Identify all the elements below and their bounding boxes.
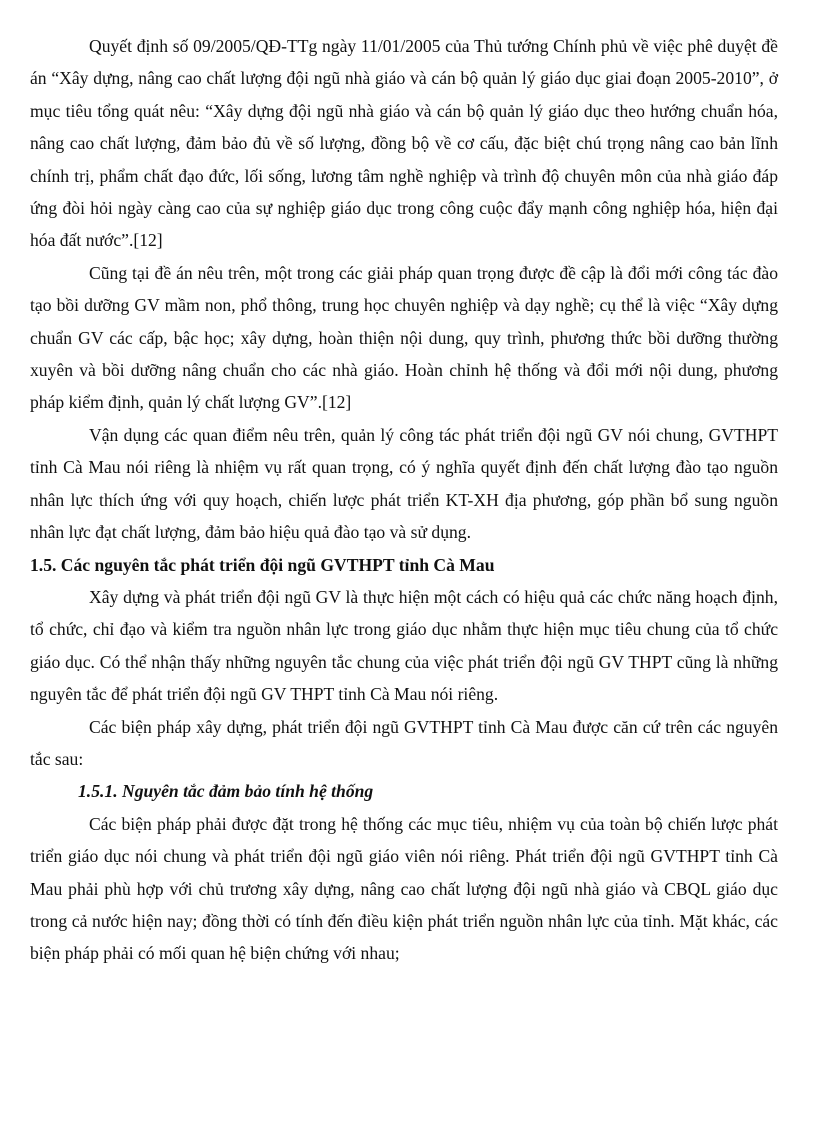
paragraph-decision-09: Quyết định số 09/2005/QĐ-TTg ngày 11/01/2005 của Thủ tướng Chính phủ về việc phê duyệt đề án “Xây dựng, nâng cao chất lượng đội ngũ nhà giáo và cán bộ quản lý giáo dục giai đoạn 2005-2010”, ở mục tiêu tổng quát nêu: “Xây dựng đội ngũ nhà giáo và cán bộ quản lý giáo dục theo hướng chuẩn hóa, nâng cao chất lượng, đảm bảo đủ về số lượng, đồng bộ về cơ cấu, đặc biệt chú trọng nâng cao bản lĩnh chính trị, phẩm chất đạo đức, lối sống, lương tâm nghề nghiệp và trình độ chuyên môn của nhà giáo đáp ứng đòi hỏi ngày càng cao của sự nghiệp giáo dục trong công cuộc đẩy mạnh công nghiệp hóa, hiện đại hóa đất nước”.[12] <box>30 36 778 251</box>
section-heading: 1.5. Các nguyên tắc phát triển đội ngũ GVTHPT tỉnh Cà Mau <box>30 554 495 575</box>
document-page <box>30 30 778 970</box>
subsection-heading: 1.5.1. Nguyên tắc đảm bảo tính hệ thống <box>78 781 374 802</box>
paragraph-applying-viewpoints: Vận dụng các quan điểm nêu trên, quản lý công tác phát triển đội ngũ GV nói chung, GVTHPT tỉnh Cà Mau nói riêng là nhiệm vụ rất quan trọng, có ý nghĩa quyết định đến chất lượng đào tạo nguồn nhân lực thích ứng với quy hoạch, chiến lược phát triển KT-XH địa phương, góp phần bổ sung nguồn nhân lực đạt chất lượng, đảm bảo hiệu quả đào tạo và sử dụng. <box>30 424 778 543</box>
paragraph-building-staff: Xây dựng và phát triển đội ngũ GV là thực hiện một cách có hiệu quả các chức năng hoạch định, tổ chức, chỉ đạo và kiểm tra nguồn nhân lực trong giáo dục nhằm thực hiện mục tiêu chung của tổ chức giáo dục. Có thể nhận thấy những nguyên tắc chung của việc phát triển đội ngũ GV THPT cũng là những nguyên tắc để phát triển đội ngũ GV THPT tỉnh Cà Mau nói riêng. <box>30 586 778 705</box>
paragraph-system-principle: Các biện pháp phải được đặt trong hệ thống các mục tiêu, nhiệm vụ của toàn bộ chiến lược phát triển giáo dục nói chung và phát triển đội ngũ giáo viên nói riêng. Phát triển đội ngũ GVTHPT tỉnh Cà Mau phải phù hợp với chủ trương xây dựng, nâng cao chất lượng đội ngũ nhà giáo và CBQL giáo dục trong cả nước hiện nay; đồng thời có tính đến điều kiện phát triển nguồn nhân lực của tỉnh. Mặt khác, các biện pháp phải có mối quan hệ biện chứng với nhau; <box>30 813 778 964</box>
paragraph-measures-basis: Các biện pháp xây dựng, phát triển đội ngũ GVTHPT tỉnh Cà Mau được căn cứ trên các nguyên tắc sau: <box>30 716 778 769</box>
paragraph-project-solutions: Cũng tại đề án nêu trên, một trong các giải pháp quan trọng được đề cập là đổi mới công tác đào tạo bồi dưỡng GV mầm non, phổ thông, trung học chuyên nghiệp và dạy nghề; cụ thể là việc “Xây dựng chuẩn GV các cấp, bậc học; xây dựng, hoàn thiện nội dung, quy trình, phương thức bồi dưỡng thường xuyên và bồi dưỡng nâng chuẩn cho các nhà giáo. Hoàn chỉnh hệ thống và đổi mới nội dung, phương pháp kiểm định, quản lý chất lượng GV”.[12] <box>30 262 778 413</box>
